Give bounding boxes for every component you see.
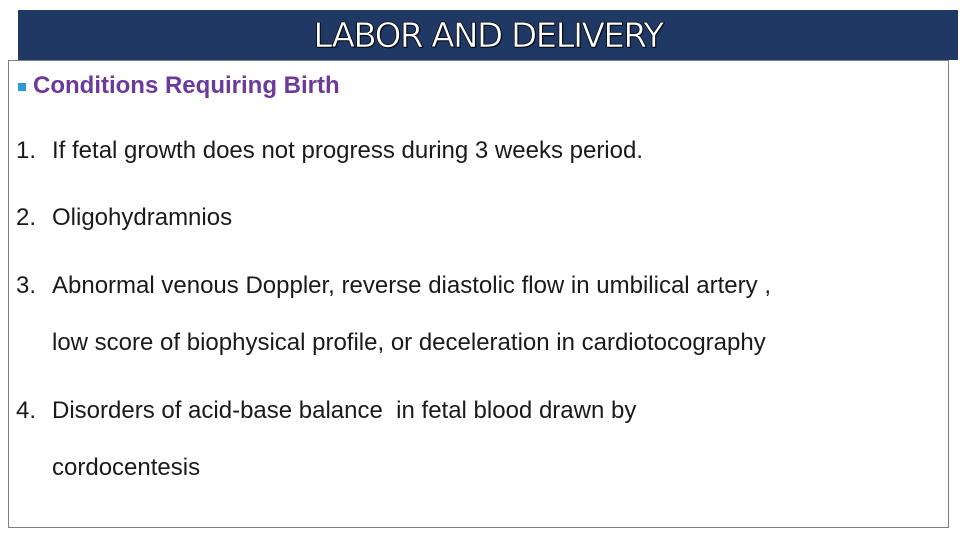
list-item-text: Disorders of acid-base balance in fetal blood drawn by (52, 397, 637, 424)
list-item-text: Oligohydramnios (52, 204, 233, 231)
slide-title: LABOR AND DELIVERY (313, 16, 663, 56)
list-item-number: 1. (16, 137, 37, 164)
list-item-number: 4. (16, 397, 37, 424)
heading-text: Conditions Requiring Birth (33, 72, 340, 99)
list-item-text: Abnormal venous Doppler, reverse diastolic flow in umbilical artery , (52, 272, 771, 299)
square-bullet-icon (18, 83, 26, 91)
list-item-text: low score of biophysical profile, or deceleration in cardiotocography (52, 329, 766, 356)
section-heading (18, 70, 340, 102)
list-item-number: 3. (16, 272, 37, 299)
list-item-text: cordocentesis (52, 454, 201, 481)
list-item-text: If fetal growth does not progress during 3 weeks period. (52, 137, 643, 164)
list-item-number: 2. (16, 204, 37, 231)
